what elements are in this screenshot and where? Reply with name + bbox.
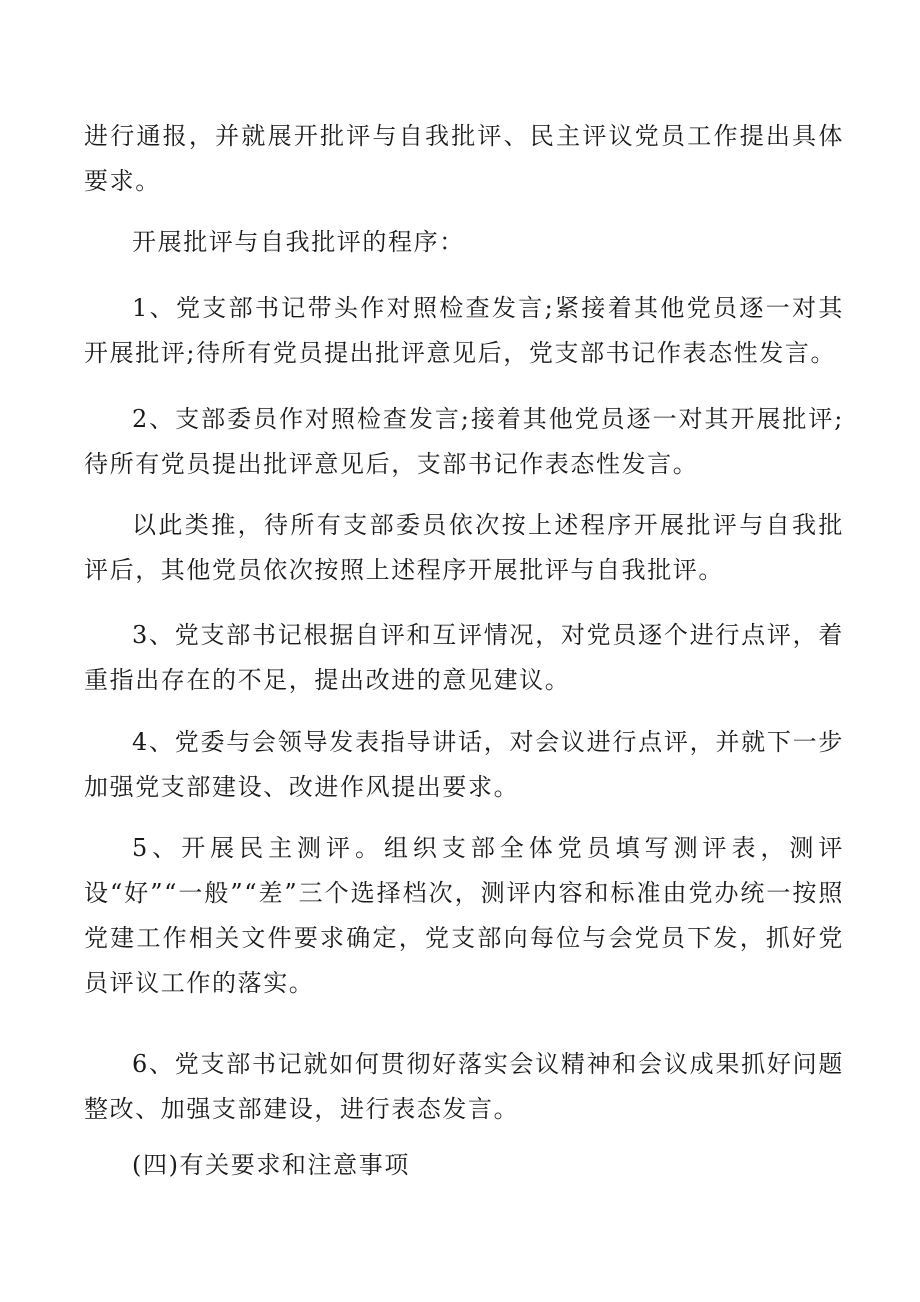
paragraph-step-2: 2、支部委员作对照检查发言;接着其他党员逐一对其开展批评;待所有党员提出批评意见后，支部书记作表态性发言。 (84, 405, 844, 478)
paragraph-step-6: 6、党支部书记就如何贯彻好落实会议精神和会议成果抓好问题整改、加强支部建设，进行表态发言。 (84, 1050, 844, 1123)
paragraph-procedure-heading: 开展批评与自我批评的程序： (132, 228, 465, 256)
section-heading-requirements: (四)有关要求和注意事项 (132, 1151, 410, 1179)
paragraph-step-5: 5、开展民主测评。组织支部全体党员填写测评表，测评设“好”“一般”“差”三个选择档次，测评内容和标准由党办统一按照党建工作相关文件要求确定，党支部向每位与会党员下发，抓好党员评议工作的落实。 (84, 834, 844, 997)
paragraph-analogy: 以此类推，待所有支部委员依次按上述程序开展批评与自我批评后，其他党员依次按照上述程序开展批评与自我批评。 (84, 511, 844, 584)
paragraph-step-4: 4、党委与会领导发表指导讲话，对会议进行点评，并就下一步加强党支部建设、改进作风提出要求。 (84, 728, 844, 801)
paragraph-step-1: 1、党支部书记带头作对照检查发言;紧接着其他党员逐一对其开展批评;待所有党员提出批评意见后，党支部书记作表态性发言。 (84, 294, 844, 367)
paragraph-step-3: 3、党支部书记根据自评和互评情况，对党员逐个进行点评，着重指出存在的不足，提出改进的意见建议。 (84, 621, 844, 694)
paragraph-continuation: 进行通报，并就展开批评与自我批评、民主评议党员工作提出具体要求。 (84, 122, 844, 195)
